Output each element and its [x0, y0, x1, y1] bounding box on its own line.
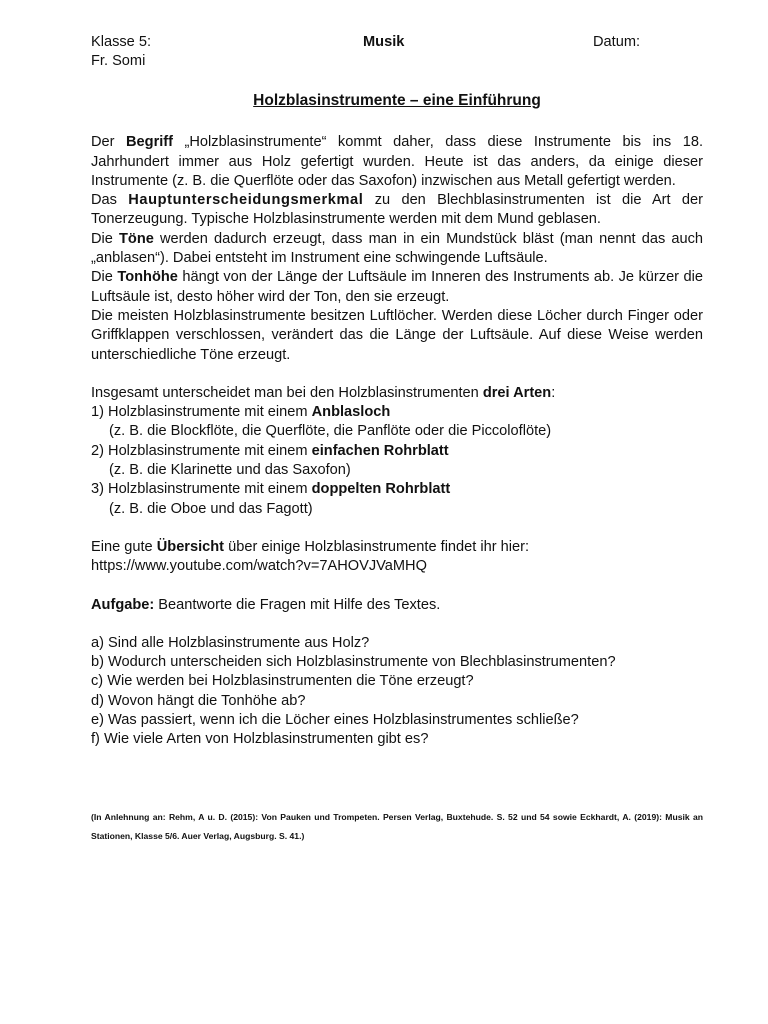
text-run: 3) Holzblasinstrumente mit einem [91, 481, 312, 498]
keyword-toene: Töne [119, 230, 154, 247]
text-run: 2) Holzblasinstrumente mit einem [91, 442, 312, 459]
text-run: Eine gute [91, 538, 157, 555]
date-label: Datum: [593, 34, 641, 50]
source-citation: (In Anlehnung an: Rehm, A u. D. (2015): Von Pauken und Trompeten. Persen Verlag, Buxtehude. S. 52 und 54 sowie Eckhardt, A. (2019): Musik an Stationen, Klasse 5/6. Auer Verlag, Augsburg. S. 41.) [91, 811, 703, 841]
question-item: e) Was passiert, wenn ich die Löcher eines Holzblasinstrumentes schließe? [91, 712, 579, 729]
paragraph-tonhoehe [91, 268, 703, 307]
task-text: Beantworte die Fragen mit Hilfe des Textes. [154, 596, 441, 613]
overview-section [91, 538, 703, 577]
text-run: Insgesamt unterscheidet man bei den Holzblasinstrumenten [91, 384, 483, 401]
question-list [91, 634, 703, 750]
keyword-drei-arten: drei Arten [482, 384, 552, 401]
text-run: Das [91, 192, 129, 209]
intro-text [91, 133, 703, 365]
class-label: Klasse 5: [91, 34, 152, 50]
keyword-begriff: Begriff [126, 134, 174, 151]
keyword-type: Anblasloch [311, 404, 391, 421]
overview-text [91, 538, 703, 557]
keyword-uebersicht: Übersicht [156, 538, 225, 555]
type-item [91, 480, 703, 499]
type-example: (z. B. die Oboe und das Fagott) [109, 500, 313, 517]
text-run: 1) Holzblasinstrumente mit einem [91, 404, 312, 421]
subject-label: Musik [363, 34, 405, 50]
keyword-tonhoehe: Tonhöhe [117, 269, 178, 286]
keyword-hauptmerkmal: Hauptunterscheidungsmerkmal [128, 192, 364, 209]
type-item [91, 403, 703, 422]
text-run: zu den Blechblasinstrumenten ist die Art der Tonerzeugung. Typische Holzblasinstrumente werden mit dem Mund geblasen. [91, 192, 703, 228]
header-left [91, 33, 151, 71]
question-item: c) Wie werden bei Holzblasinstrumenten die Töne erzeugt? [91, 673, 474, 690]
text-run: : [551, 384, 556, 401]
question-item: d) Wovon hängt die Tonhöhe ab? [91, 692, 306, 709]
types-section [91, 384, 703, 519]
worksheet-header [91, 33, 703, 71]
text-run: hängt von der Länge der Luftsäule im Inneren des Instruments ab. Je kürzer die Luftsäule ist, desto höher wird der Ton, den sie erzeugt. [91, 269, 703, 305]
question-item: f) Wie viele Arten von Holzblasinstrumenten gibt es? [91, 731, 429, 748]
worksheet-page [91, 33, 703, 846]
text-run: werden dadurch erzeugt, dass man in ein Mundstück bläst (man nennt das auch „anblasen“). Dabei entsteht im Instrument eine schwingende Luftsäule. [91, 230, 704, 267]
text-run: Der [91, 134, 126, 151]
paragraph-toene [91, 230, 703, 269]
teacher-name: Fr. Somi [91, 53, 146, 69]
keyword-type: einfachen Rohrblatt [311, 442, 449, 459]
text-run: Die [91, 230, 120, 247]
paragraph-hauptmerkmal [91, 191, 703, 230]
keyword-type: doppelten Rohrblatt [311, 481, 451, 498]
page-title: Holzblasinstrumente – eine Einführung [253, 92, 541, 109]
question-item: b) Wodurch unterscheiden sich Holzblasinstrumente von Blechblasinstrumenten? [91, 654, 616, 671]
text-run: Die [91, 269, 118, 286]
type-item [91, 442, 703, 461]
task-line [91, 596, 703, 615]
text-run: über einige Holzblasinstrumente findet ihr hier: [224, 538, 530, 555]
type-example: (z. B. die Klarinette und das Saxofon) [109, 462, 351, 479]
overview-link[interactable]: https://www.youtube.com/watch?v=7AHOVJVaMHQ [91, 558, 427, 575]
paragraph-luftloecher: Die meisten Holzblasinstrumente besitzen Luftlöcher. Werden diese Löcher durch Finger oder Griffklappen verschlossen, verändert das die Länge der Luftsäule. Auf diese Weise werden unterschiedliche Töne erzeugt. [91, 307, 703, 363]
question-item: a) Sind alle Holzblasinstrumente aus Holz? [91, 634, 370, 651]
types-lead [91, 384, 703, 403]
type-example: (z. B. die Blockflöte, die Querflöte, die Panflöte oder die Piccoloflöte) [109, 423, 552, 440]
task-label: Aufgabe: [91, 596, 155, 613]
paragraph-begriff [91, 133, 703, 191]
text-run: „Holzblasinstrumente“ kommt daher, dass diese Instrumente bis ins 18. Jahrhundert immer aus Holz gefertigt wurden. Heute ist das anders, da einige dieser Instrumente (z. B. die Querflöte oder das Saxofon) inzwischen aus Metall gefertigt werden. [91, 134, 703, 189]
